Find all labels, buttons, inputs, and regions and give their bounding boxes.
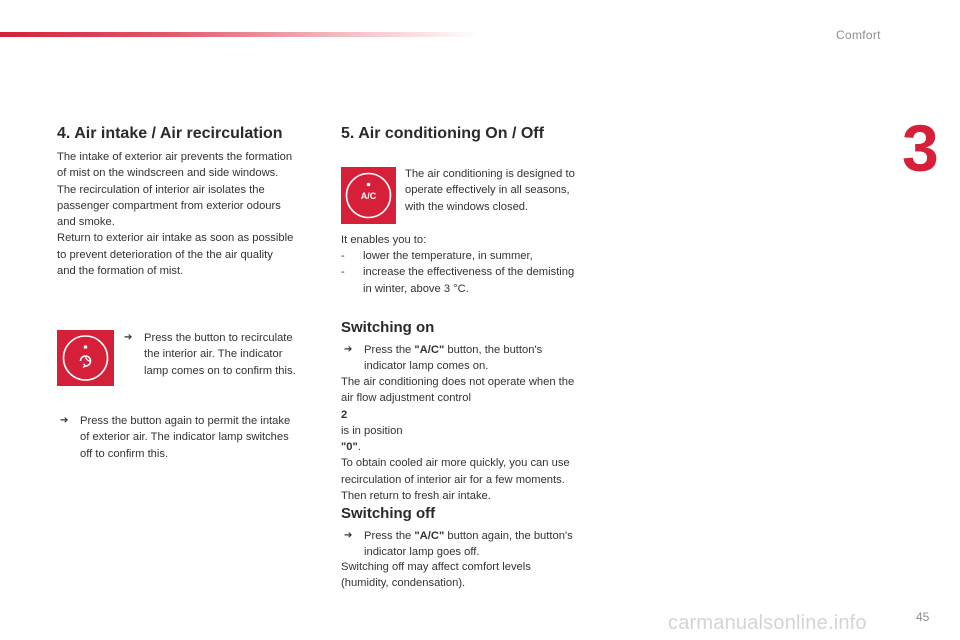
ac-enables-label: It enables you to: [341, 234, 427, 246]
arrow-bullet-icon: ➔ [344, 344, 353, 355]
text-line: Press the button again to permit the intake [80, 415, 291, 427]
text-line: air flow adjustment control 2 is in position "0". [341, 392, 471, 454]
arrow-bullet-icon: ➔ [124, 332, 133, 343]
ac-button-illustration [341, 167, 396, 224]
text-line: in winter, above 3 °C. [363, 282, 469, 295]
text-line: Switching off may affect comfort levels [341, 561, 531, 573]
control-number: 2 [341, 408, 348, 421]
recirculation-icon [57, 330, 114, 386]
ac-button-label: A/C [360, 191, 377, 201]
text-line: increase the effectiveness of the demisting [363, 266, 575, 279]
text-line: Press the "A/C" button, the button's [364, 344, 543, 356]
text-line: indicator lamp goes off. [364, 546, 480, 559]
section-label: Comfort [836, 28, 881, 42]
text-line: lower the temperature, in summer, [363, 250, 533, 262]
header-accent-bar [0, 32, 480, 37]
text-line: and the formation of mist. [57, 265, 184, 278]
position-value: "0" [341, 441, 358, 454]
watermark: carmanualsonline.info [668, 612, 867, 634]
text-line: off to confirm this. [80, 447, 169, 460]
text-line: The recirculation of interior air isolates the [57, 183, 265, 196]
text-line: (humidity, condensation). [341, 577, 466, 590]
text-line: Press the "A/C" button again, the button's [364, 530, 573, 542]
text-line: the interior air. The indicator [144, 348, 283, 361]
text-line: recirculation of interior air for a few moments. [341, 473, 565, 486]
text-line: lamp comes on to confirm this. [144, 364, 296, 377]
text-line: passenger compartment from exterior odours [57, 199, 281, 212]
section-title-air-intake: 4. Air intake / Air recirculation [57, 125, 283, 142]
ac-intro [405, 166, 575, 215]
text-line: The air conditioning is designed to [405, 168, 575, 180]
recirculate-instruction [124, 330, 296, 379]
dash-marker: - [341, 250, 345, 262]
text-line: The intake of exterior air prevents the formation [57, 151, 293, 163]
text-line: and smoke. [57, 216, 115, 229]
list-item [341, 264, 574, 280]
ac-button-icon [341, 167, 396, 224]
list-item [341, 248, 574, 264]
text-line: with the windows closed. [405, 200, 529, 213]
arrow-bullet-icon: ➔ [344, 530, 353, 541]
text-line: to prevent deterioration of the the air quality [57, 248, 273, 261]
dash-marker: - [341, 266, 345, 279]
text-line: Return to exterior air intake as soon as possible [57, 232, 294, 245]
switching-off-body [341, 559, 531, 592]
exterior-air-instruction [60, 413, 290, 462]
switching-on-body [341, 374, 574, 504]
switching-on-title: Switching on [341, 319, 435, 336]
recirculation-button-illustration [57, 330, 114, 386]
text-line: The air conditioning does not operate when the [341, 376, 575, 388]
text-line: indicator lamp comes on. [364, 360, 489, 373]
switching-off-instruction [344, 528, 573, 561]
text-line: of exterior air. The indicator lamp switches [80, 431, 289, 444]
list-item-continuation [341, 281, 574, 297]
text-line: Then return to fresh air intake. [341, 490, 491, 503]
section-title-air-conditioning: 5. Air conditioning On / Off [341, 125, 544, 142]
text-line: Press the button to recirculate [144, 332, 293, 344]
air-intake-intro [57, 149, 293, 279]
ac-label-inline: "A/C" [414, 344, 445, 356]
text-line: To obtain cooled air more quickly, you can use [341, 457, 570, 470]
ac-label-inline: "A/C" [414, 530, 445, 542]
text-line: of mist on the windscreen and side windows. [57, 167, 279, 180]
page-number: 45 [916, 610, 930, 624]
chapter-number: 3 [902, 111, 939, 185]
ac-benefits-list [341, 248, 574, 297]
switching-off-title: Switching off [341, 505, 436, 522]
text-line: operate effectively in all seasons, [405, 184, 570, 197]
arrow-bullet-icon: ➔ [60, 415, 69, 426]
switching-on-instruction [344, 342, 542, 375]
